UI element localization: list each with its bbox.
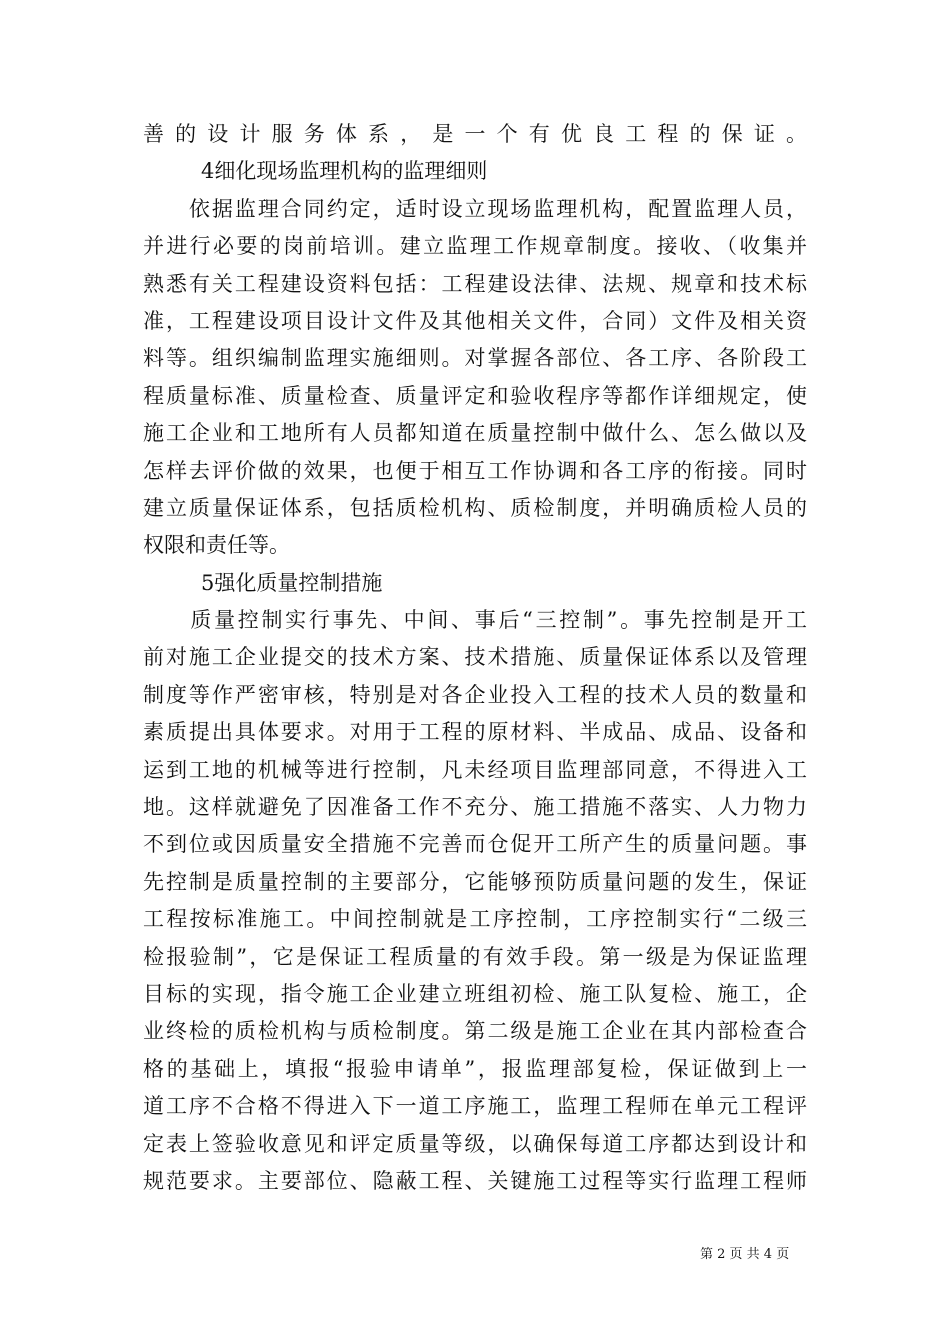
text-line: 并进行必要的岗前培训。建立监理工作规章制度。接收、（收集并 xyxy=(143,234,807,259)
text-line: 准，工程建设项目设计文件及其他相关文件，合同）文件及相关资 xyxy=(143,308,807,333)
text-line: 目标的实现，指令施工企业建立班组初检、施工队复检、施工，企 xyxy=(143,981,807,1006)
document-body xyxy=(143,116,807,1200)
text-line: 地。这样就避免了因准备工作不充分、施工措施不落实、人力物力 xyxy=(143,795,807,820)
text-line: 先控制是质量控制的主要部分，它能够预防质量问题的发生，保证 xyxy=(143,869,807,894)
text-line: 格的基础上，填报“报验申请单”，报监理部复检，保证做到上一 xyxy=(143,1056,807,1081)
text-line: 建立质量保证体系，包括质检机构、质检制度，并明确质检人员的 xyxy=(143,495,807,520)
text-line: 工程按标准施工。中间控制就是工序控制，工序控制实行“二级三 xyxy=(143,907,807,932)
text-line: 熟悉有关工程建设资料包括：工程建设法律、法规、规章和技术标 xyxy=(143,271,807,296)
text-line: 施工企业和工地所有人员都知道在质量控制中做什么、怎么做以及 xyxy=(143,421,807,446)
text-line: 制度等作严密审核，特别是对各企业投入工程的技术人员的数量和 xyxy=(143,682,807,707)
text-line: 不到位或因质量安全措施不完善而仓促开工所产生的质量问题。事 xyxy=(143,832,807,857)
section-heading: 4细化现场监理机构的监理细则 xyxy=(201,159,488,184)
text-line: 善的设计服务体系，是一个有优良工程的保证。 xyxy=(143,122,807,146)
text-line: 前对施工企业提交的技术方案、技术措施、质量保证体系以及管理 xyxy=(143,645,807,670)
text-line: 运到工地的机械等进行控制，凡未经项目监理部同意，不得进入工 xyxy=(143,757,807,782)
text-line: 权限和责任等。 xyxy=(143,533,290,558)
text-line: 料等。组织编制监理实施细则。对掌握各部位、各工序、各阶段工 xyxy=(143,346,807,371)
text-line: 道工序不合格不得进入下一道工序施工，监理工程师在单元工程评 xyxy=(143,1094,807,1119)
text-line: 规范要求。主要部位、隐蔽工程、关键施工过程等实行监理工程师 xyxy=(143,1168,807,1193)
text-line: 依据监理合同约定，适时设立现场监理机构，配置监理人员， xyxy=(143,196,807,221)
text-line: 定表上签验收意见和评定质量等级，以确保每道工序都达到设计和 xyxy=(143,1131,807,1156)
text-line: 质量控制实行事先、中间、事后“三控制”。事先控制是开工 xyxy=(143,608,807,633)
text-line: 业终检的质检机构与质检制度。第二级是施工企业在其内部检查合 xyxy=(143,1019,807,1044)
text-line: 素质提出具体要求。对用于工程的原材料、半成品、成品、设备和 xyxy=(143,720,807,745)
text-line: 怎样去评价做的效果，也便于相互工作协调和各工序的衔接。同时 xyxy=(143,458,807,483)
section-heading: 5强化质量控制措施 xyxy=(201,570,383,595)
text-line: 检报验制”，它是保证工程质量的有效手段。第一级是为保证监理 xyxy=(143,944,807,969)
page-number-footer: 第 2 页 共 4 页 xyxy=(700,1247,790,1262)
text-line: 程质量标准、质量检查、质量评定和验收程序等都作详细规定，使 xyxy=(143,383,807,408)
